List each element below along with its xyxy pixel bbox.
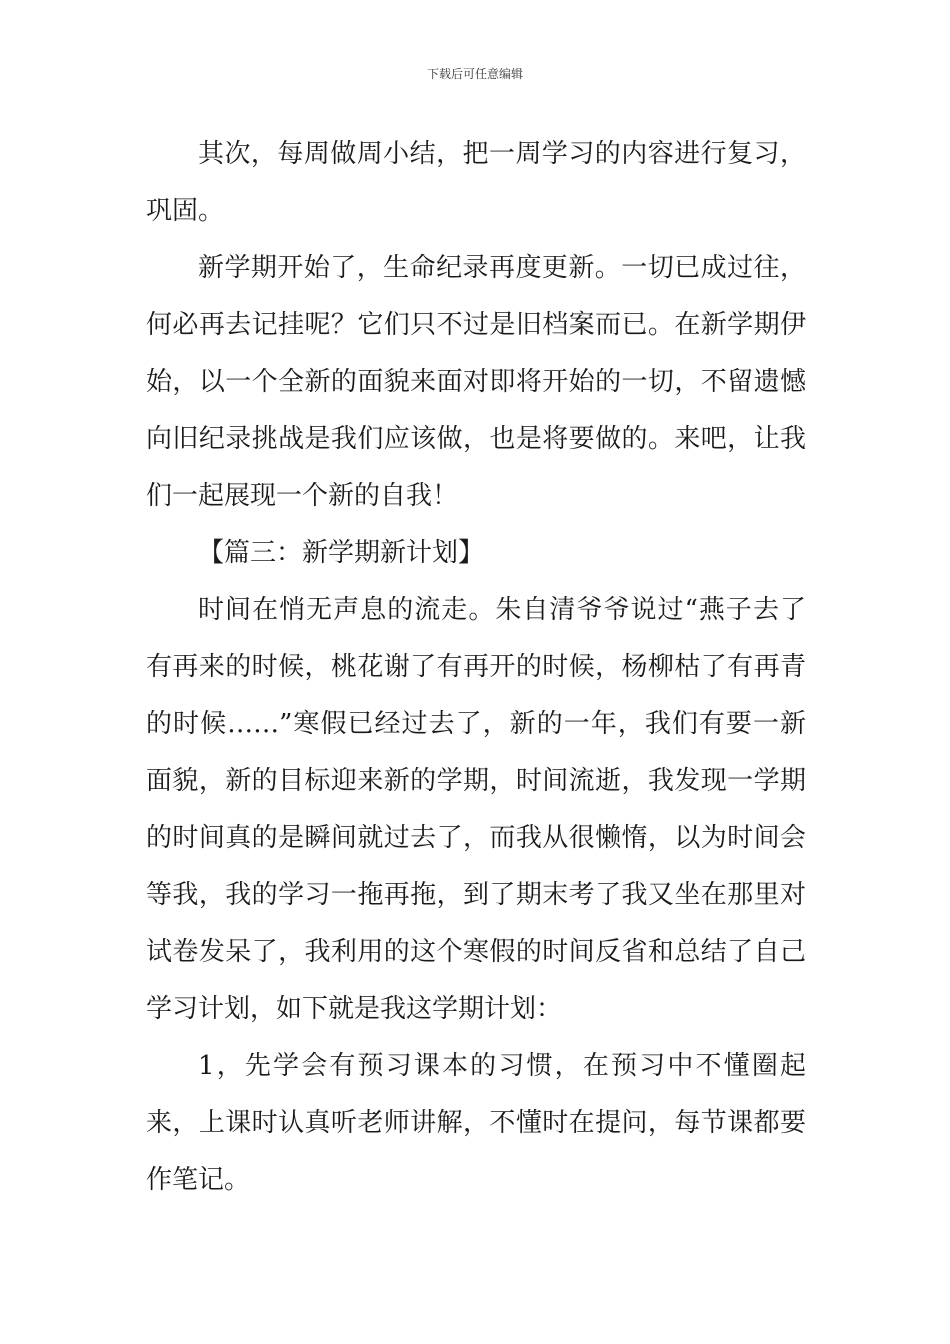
page-header-note: 下载后可任意编辑: [426, 67, 523, 81]
section-heading: 【篇三：新学期新计划】: [198, 538, 485, 568]
paragraph-weekly-review: 其次，每周做周小结，把一周学习的内容进行复习，巩固。: [146, 139, 806, 226]
document-body: [146, 126, 806, 1209]
paragraph-time-passing: 时间在悄无声息的流走。朱自清爷爷说过“燕子去了有再来的时候，桃花谢了有再开的时候，杨柳枯了有再青的时候……”寒假已经过去了，新的一年，我们有要一新面貌，新的目标迎来新的学期，时间流逝，我发现一学期的时间真的是瞬间就过去了，而我从很懒惰，以为时间会等我，我的学习一拖再拖，到了期末考了我又坐在那里对试卷发呆了，我利用的这个寒假的时间反省和总结了自己学习计划，如下就是我这学期计划：: [146, 595, 806, 1024]
paragraph-plan-item-1: 1，先学会有预习课本的习惯，在预习中不懂圈起来，上课时认真听老师讲解，不懂时在提问，每节课都要作笔记。: [146, 1051, 806, 1195]
paragraph-new-semester: 新学期开始了，生命纪录再度更新。一切已成过往，何必再去记挂呢？它们只不过是旧档案而已。在新学期伊始，以一个全新的面貌来面对即将开始的一切，不留遗憾向旧纪录挑战是我们应该做，也是将要做的。来吧，让我们一起展现一个新的自我！: [146, 253, 806, 511]
